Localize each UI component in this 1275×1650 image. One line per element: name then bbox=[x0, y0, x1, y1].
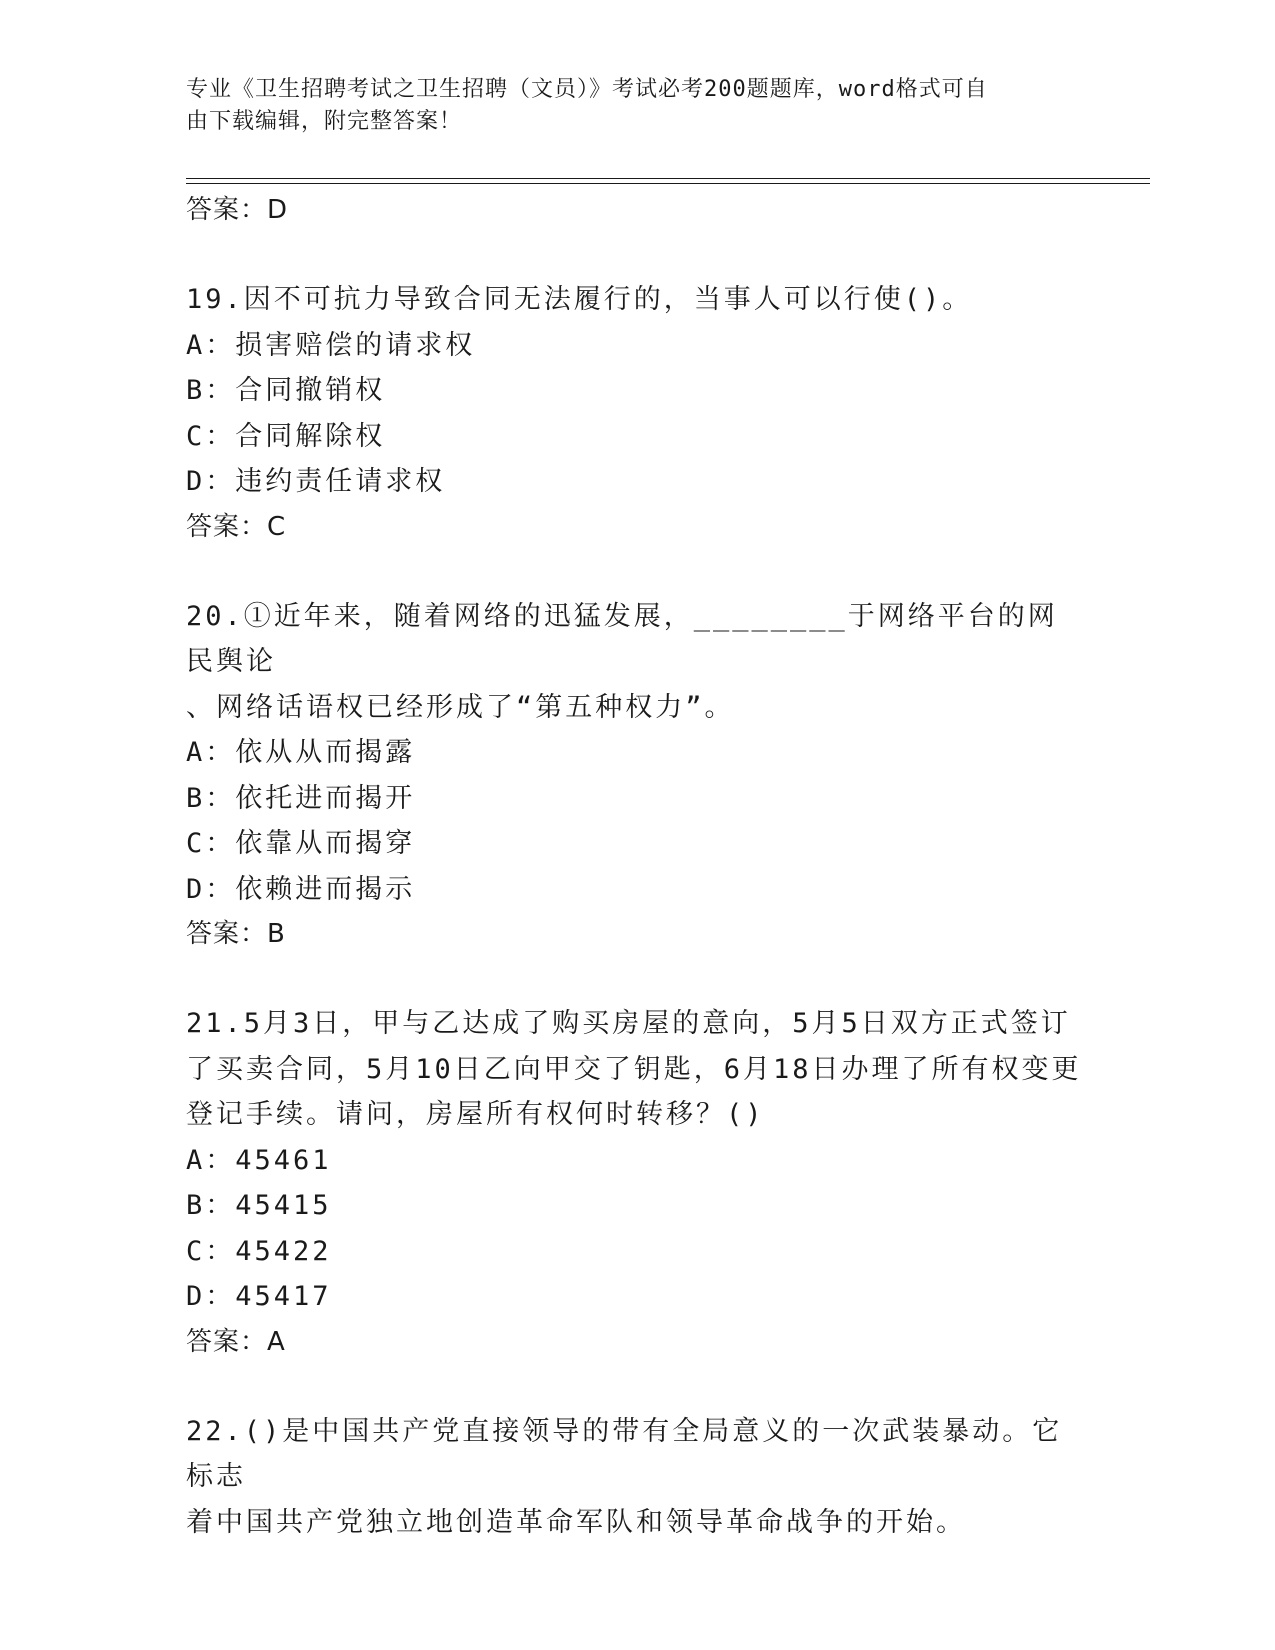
spacer bbox=[186, 233, 1086, 277]
question-list bbox=[186, 188, 1086, 1545]
spacer bbox=[186, 550, 1086, 594]
question-text-line: 21.5月3日，甲与乙达成了购买房屋的意向，5月5日双方正式签订 bbox=[186, 1008, 1071, 1039]
spacer bbox=[186, 957, 1086, 1001]
question-20 bbox=[186, 594, 1086, 958]
option-a: A：45461 bbox=[186, 1144, 332, 1176]
header-line-2: 由下载编辑，附完整答案！ bbox=[186, 109, 463, 134]
question-22 bbox=[186, 1409, 1086, 1546]
option-d: D：违约责任请求权 bbox=[186, 466, 446, 497]
question-text-line: 、网络话语权已经形成了“第五种权力”。 bbox=[186, 691, 735, 723]
question-text-line: 着中国共产党独立地创造革命军队和领导革命战争的开始。 bbox=[186, 1506, 966, 1538]
option-c: C：45422 bbox=[186, 1235, 332, 1267]
spacer bbox=[186, 1365, 1086, 1409]
question-text-line: 22.()是中国共产党直接领导的带有全局意义的一次武装暴动。它标志 bbox=[186, 1415, 1063, 1492]
answer-label: 答案：A bbox=[186, 1326, 286, 1357]
header-line-1: 专业《卫生招聘考试之卫生招聘（文员）》考试必考200题题库，word格式可自 bbox=[186, 77, 988, 102]
question-text-line: 了买卖合同，5月10日乙向甲交了钥匙，6月18日办理了所有权变更 bbox=[186, 1053, 1082, 1085]
option-b: B：依托进而揭开 bbox=[186, 782, 416, 814]
option-a: A：依从从而揭露 bbox=[186, 737, 416, 768]
header-rule-bottom bbox=[186, 183, 1150, 184]
question-text-line: 登记手续。请问，房屋所有权何时转移？() bbox=[186, 1099, 765, 1130]
question-21 bbox=[186, 1001, 1086, 1365]
option-b: B：合同撤销权 bbox=[186, 375, 386, 406]
question-text-line: 20.①近年来，随着网络的迅猛发展，________于网络平台的网民舆论 bbox=[186, 600, 1058, 677]
previous-answer: 答案：D bbox=[186, 195, 289, 225]
option-c: C：依靠从而揭穿 bbox=[186, 828, 416, 859]
question-text-line: 19.因不可抗力导致合同无法履行的，当事人可以行使()。 bbox=[186, 284, 973, 315]
option-d: D：依赖进而揭示 bbox=[186, 873, 416, 905]
answer-label: 答案：C bbox=[186, 511, 287, 542]
answer-label: 答案：B bbox=[186, 919, 286, 949]
option-b: B：45415 bbox=[186, 1190, 332, 1221]
option-a: A：损害赔偿的请求权 bbox=[186, 329, 476, 361]
document-header bbox=[186, 74, 1066, 138]
option-d: D：45417 bbox=[186, 1281, 332, 1312]
header-rule-top bbox=[186, 178, 1150, 179]
option-c: C：合同解除权 bbox=[186, 420, 386, 452]
question-19 bbox=[186, 277, 1086, 550]
